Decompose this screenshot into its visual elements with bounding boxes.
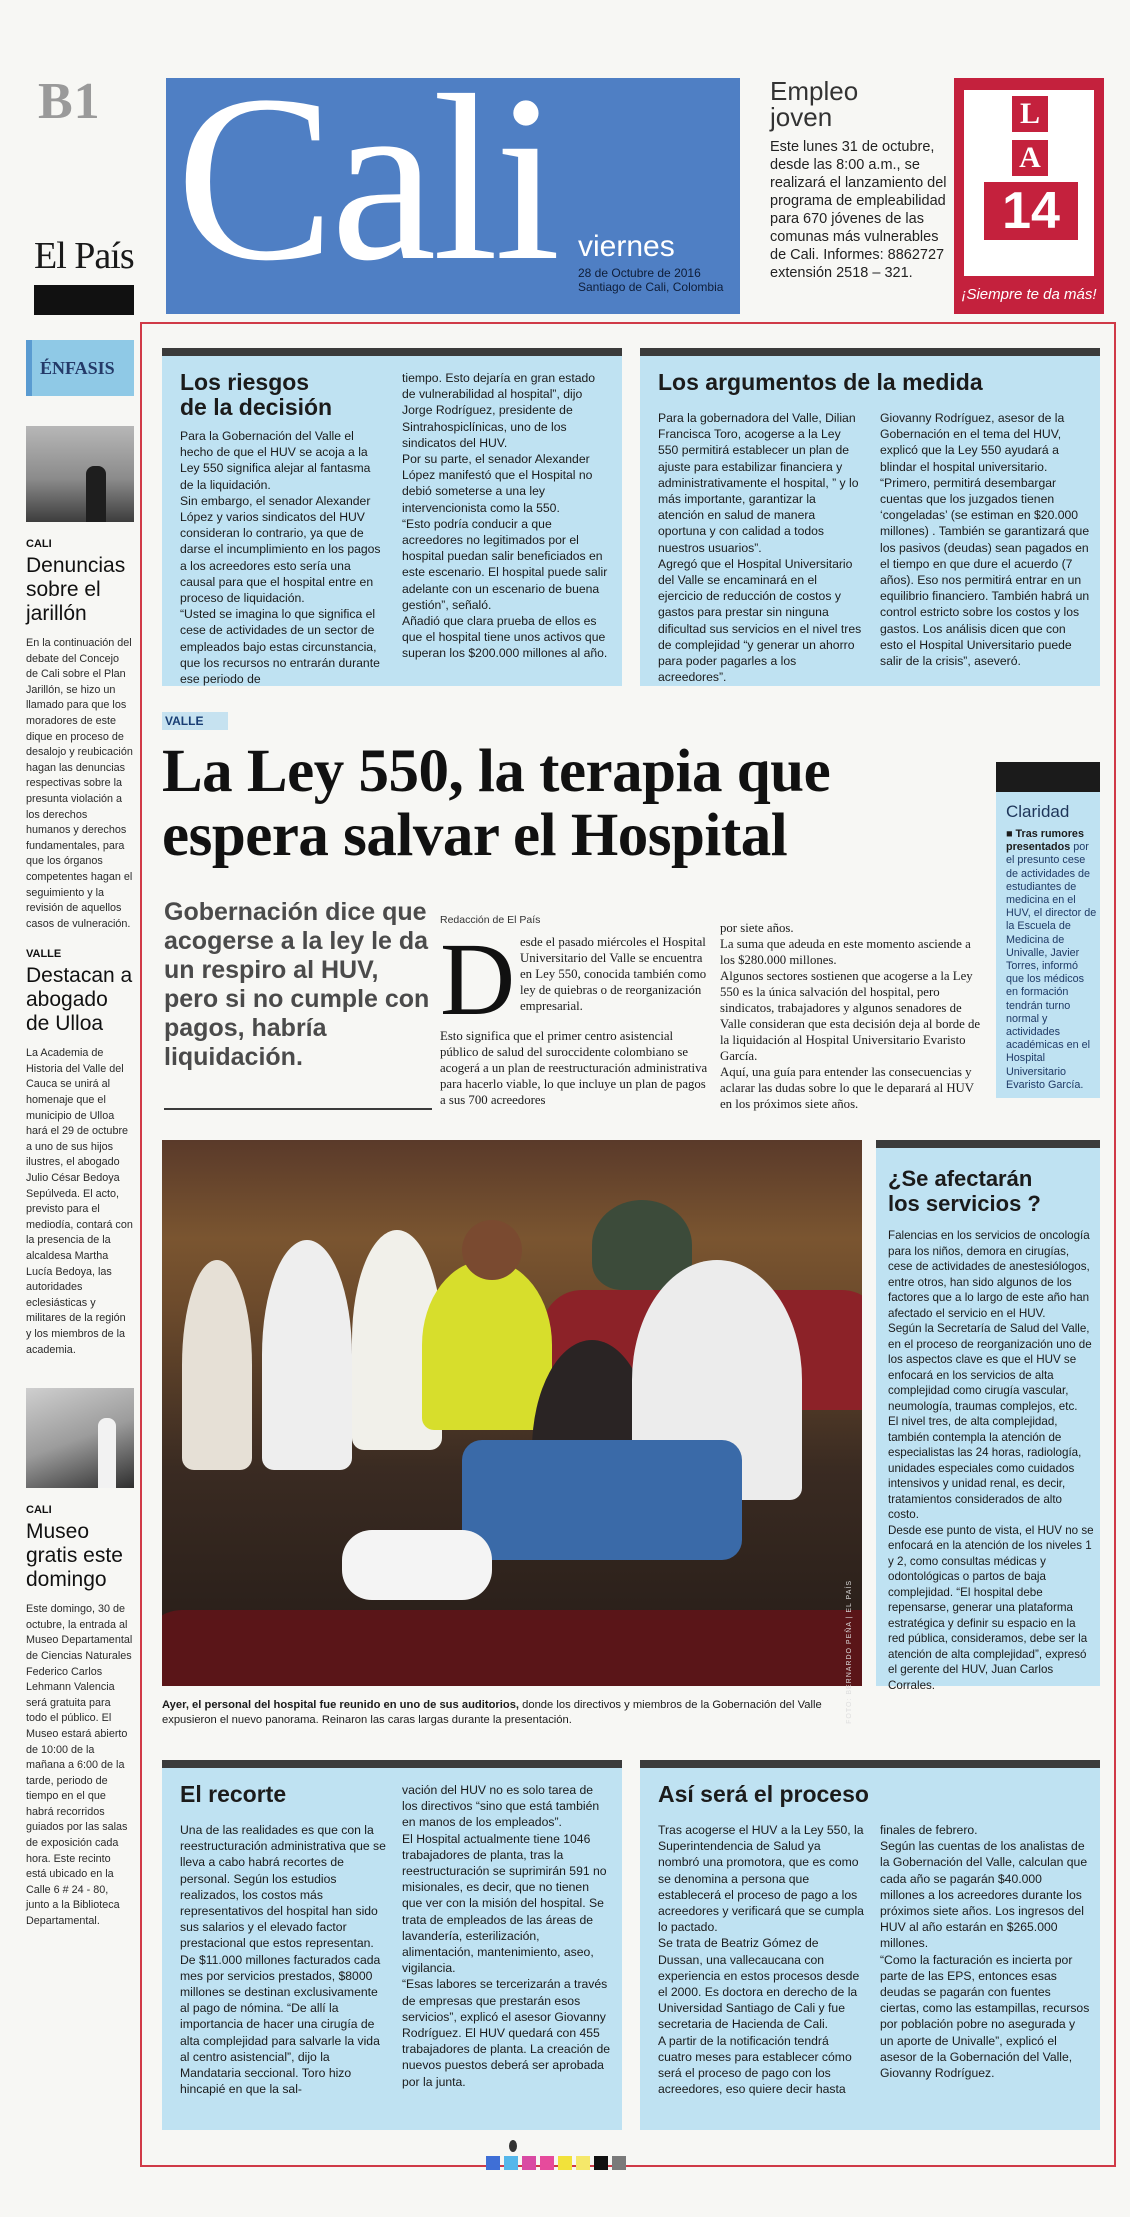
issue-date-block [578,266,723,294]
article-lead: por siete años. La suma que adeuda en este momento asciende a los $280.000 millones. Algunos sectores sostienen que acogerse a la Ley 550 es la única salvación del hospital, pero sindicatos, trabajadores y algunos senadores de Valle consideran que esta decisión deja al borde de la liquidación al Hospital Universitario Evaristo García. Aquí, una guía para entender las consecuencias y aclarar las dudas sobre lo que le deparará al HUV en los próximos siete años. [720,921,981,1111]
rail-body: Este domingo, 30 de octubre, la entrada al Museo Departamental de Ciencias Naturales Federico Carlos Lehmann Valencia será gratuita para todo el público. El Museo estará abierto de 10:00 de la mañana a 6:00 de la tarde, periodo de tiempo en el que habrá recorridos guiados por las salas de exposición cada hora. Este recinto está ubicado en la Calle 6 # 24 - 80, junto a la Biblioteca Departamental. [26,1603,133,1928]
photo-person [262,1240,352,1470]
box-recorte [162,1760,622,2130]
registration-pin [509,2140,517,2152]
promo-empleo [770,78,950,314]
registration-swatch [612,2156,626,2170]
enfasis-rail [26,340,134,1930]
box-title-line-2: los servicios ? [888,1191,1041,1216]
rail-headline[interactable]: Denuncias sobre el jarillón [26,554,126,625]
enfasis-label: ÉNFASIS [26,340,134,396]
box-column: Una de las realidades es que con la reestructuración administrativa que se lleva a cabo habrá recortes de personal. Según los estudios realizados, los costos más representativos del hospital han sido sus salarios y el elevado factor prestacional que estos representan. De $11.000 millones facturados cada mes por servicios prestados, $8000 millones se destinan exclusivamente al pago de nómina. “De allí la importancia de hacer una cirugía de alta complejidad para salvarle la vida al centro asistencial”, dijo la Mandataria seccional. Toro hizo hincapié en que la sal- [180,1823,386,2097]
claridad-title: Claridad [1006,802,1070,821]
box-rule [162,348,622,356]
box-column: tiempo. Esto dejaría en gran estado de vulnerabilidad al hospital”, dijo Jorge Rodríguez, presidente de Sintrahospiclínicas, uno de los sindicatos del HUV. Por su parte, el senador Alexander López manifestó que el Hospital no debió someterse a una ley intervencionista como la 550. “Esto podría conducir a que acreedores no legitimados por el hospital puedan salir beneficiados en este escenario. El hospital puede salir adelante con un escenario de buena gestión”, señaló. Añadió que clara prueba de ellos es que el hospital tiene unos activos que superan los $200.000 millones al año. [402,371,608,661]
la14-letter-l: L [1012,96,1048,132]
box-column: Para la Gobernación del Valle el hecho de que el HUV se acoja a la Ley 550 significa alejar al fantasma de la liquidación. Sin embargo, el senador Alexander López y varios sindicatos del HUV consideran lo contrario, ya que de darse el incumplimiento en los pagos a los acreedores esto sería una causal para que el hospital entre en proceso de liquidación. “Usted se imagina lo que significa el cese de actividades de un sector de empleados bajo estas circunstancia, que los recursos no entrarán durante ese periodo de [180,429,381,687]
photo-shoes [342,1530,492,1600]
photo-caption [162,1698,862,1728]
registration-swatch [540,2156,554,2170]
box-riesgos [162,348,622,686]
box-proceso [640,1760,1100,2130]
claridad-text [1006,828,1098,1092]
registration-swatch [504,2156,518,2170]
article-byline: Redacción de El País [440,914,541,926]
box-rule [162,1760,622,1768]
la14-logo [962,88,1096,278]
article-lead: Esto significa que el primer centro asistencial público de salud del suroccidente colombiano se acogerá a un plan de reestructuración administrativa para hacerlo viable, lo que incluye un plan de pagos a sus 700 acreedores [440,1029,708,1107]
box-claridad [996,762,1100,1098]
box-title: Los argumentos de la medida [658,369,983,395]
promo-title-line-1: Empleo [770,76,859,106]
registration-swatch [594,2156,608,2170]
brand-bar [34,285,134,315]
box-title [888,1166,1041,1216]
issue-place: Santiago de Cali, Colombia [578,280,724,294]
rail-body: En la continuación del debate del Concejo de Cali sobre el Plan Jarillón, se hizo un llamado para que los moradores de este dique en proceso de desalojo y reubicación hagan las denuncias respectivas sobre la presunta violación a los derechos humanos y derechos fundamentales, para que los órganos competentes hagan el seguimiento y la revisión de aquellos casos de vulneración. [26,637,133,930]
registration-swatch [576,2156,590,2170]
section-banner [166,78,740,314]
brand-logo: El País [34,235,134,277]
promo-title-line-2: joven [770,102,833,132]
photo-seat-row [162,1610,862,1686]
caption-body: donde los directivos y miembros de la Gobernación del Valle expusieron el nuevo panorama. Reinaron las caras largas durante la presentación. [162,1699,822,1726]
la14-slogan: ¡Siempre te da más! [961,286,1097,303]
photo-head [462,1220,522,1280]
auditorium-photo [162,1140,862,1686]
rail-kicker: VALLE [26,948,62,961]
box-title: Así será el proceso [658,1781,869,1807]
rail-kicker: CALI [26,1504,52,1517]
dropcap: D [440,922,516,1037]
la14-number: 14 [984,182,1078,240]
section-code: B1 [38,73,101,130]
registration-swatch [522,2156,536,2170]
rail-photo-museo [26,1388,134,1488]
box-column: finales de febrero. Según las cuentas de los analistas de la Gobernación del Valle, calculan que cada año se pagarán $40.000 millones a los acreedores durante los próximos siete años. Los ingresos del HUV al año estarán en $265.000 millones. “Como la facturación es incierta por parte de las EPS, entonces esas deudas se pagarán con fuentes ciertas, como las estampillas, recursos por población pobre no asegurada y un aporte de Univalle”, explicó el asesor de la Gobernación del Valle, Giovanny Rodríguez. [880,1823,1090,2081]
box-title-line-1: Los riesgos [180,369,310,395]
box-argumentos [640,348,1100,686]
rail-headline[interactable]: Destacan a abogado de Ulloa [26,964,133,1036]
box-title: El recorte [180,1781,287,1807]
registration-swatch [558,2156,572,2170]
deck-rule [164,1108,432,1110]
issue-day: viernes [578,230,675,263]
article-headline: La Ley 550, la terapia que espera salvar el Hospital [162,738,831,869]
claridad-body: por el presunto cese de actividades de estudiantes de medicina en el HUV, el director de la Escuela de Medicina de Univalle, Javier Torres, informó que los médicos en formación tendrán turno normal y actividades académicas en el Hospital Universitario Evaristo García. [1006,841,1097,1091]
promo-title [770,78,950,130]
article-deck: Gobernación dice que acogerse a la ley le da un respiro al HUV, pero si no cumple con pagos, habría liquidación. [164,898,430,1071]
article-kicker: VALLE [162,712,228,730]
box-rule [996,762,1100,792]
box-title-line-2: de la decisión [180,394,333,420]
rail-kicker: CALI [26,538,52,550]
claridad-bullet: ■ [1006,828,1016,840]
photo-person [422,1260,552,1430]
box-column: Falencias en los servicios de oncología para los niños, demora en cirugías, cese de actividades de anestesiólogos, entre otros, han sido algunos de los factores que a lo largo de este año han afectado el servicio en el HUV. Según la Secretaría de Salud del Valle, en el proceso de reorganización uno de los aspectos clave es que el HUV se enfocará en los servicios de alta complejidad como cirugía vascular, neumología, traumas complejos, etc. El nivel tres, de alta complejidad, también contempla la atención de especialistas las 24 horas, radiología, unidades especiales como cuidados intensivos y unidad renal, es decir, tratamientos considerados de alto costo. Desde ese punto de vista, el HUV no se enfocará en la atención de los niveles 1 y 2, como consultas médicas y odontológicas o partos de baja complejidad. “El hospital debe repensarse, generar una plataforma estratégica y definir su espacio en la red pública, consideramos, debe ser la atención de alta complejidad”, expresó el gerente del HUV, Juan Carlos Corrales. [888,1229,1094,1692]
article-lead: esde el pasado miércoles el Hospital Universitario del Valle se encuentra en Ley 550, conocida también como ley de quiebras o de reorganización empresarial. [520,935,707,1013]
section-title: Cali [176,78,557,310]
box-servicios [876,1140,1100,1692]
box-column: Giovanny Rodríguez, asesor de la Gobernación en el tema del HUV, explicó que la Ley 550 ayudará a blindar el hospital universitario. “Primero, permitirá desembargar cuentas que los juzgados tienen ‘congeladas’ (se estiman en $20.000 millones) . También se garantizará que los pasivos (deudas) sean pagados en el tiempo en que dure el acuerdo (7 años). Eso nos permitirá entrar en un equilibrio financiero. También habrá un control estricto sobre los costos y los gastos. Los análisis dicen que con esto el Hospital Universitario puede salir de la crisis”, aseveró. [880,411,1090,669]
issue-date: 28 de Octubre de 2016 [578,266,701,280]
box-rule [876,1140,1100,1148]
box-column: vación del HUV no es solo tarea de los directivos “sino que está también en manos de los empleados”. El Hospital actualmente tiene 1046 trabajadores de planta, tras la reestructuración se suprimirán 591 no misionales, es decir, que no tienen que ver con la misión del hospital. Se trata de empleados de las áreas de lavandería, esterilización, alimentación, mantenimiento, aseo, vigilancia. “Esas labores se tercerizarán a través de empresas que prestarán esos servicios”, explicó el asesor Giovanny Rodríguez. El HUV quedará con 455 trabajadores de planta. La creación de nuevos puestos deberá ser aprobada por la junta. [402,1783,611,2089]
rail-headline[interactable]: Museo gratis este domingo [26,1520,123,1592]
rail-photo-jarillon [26,426,134,522]
box-rule [640,348,1100,356]
photo-credit: FOTO: BERNARDO PEÑA | EL PAÍS [846,1580,853,1724]
registration-swatch [486,2156,500,2170]
la14-ad[interactable] [954,78,1104,314]
la14-letter-a: A [1012,140,1048,176]
box-column: Para la gobernadora del Valle, Dilian Francisca Toro, acogerse a la Ley 550 permitirá establecer un plan de ajuste para estabilizar financiera y administrativamente el hospital, ” y lo más importante, garantizar la atención en salud de manera oportuna y con calidad a todos nuestros usuarios”. Agregó que el Hospital Universitario del Valle se encaminará en el ejercicio de reducción de costos y gastos para prestar sin ninguna dificultad sus servicios en el nivel tres de complejidad “y generar un ahorro para poder pagarles a los acreedores”. [658,411,862,685]
box-rule [640,1760,1100,1768]
promo-body: Este lunes 31 de octubre, desde las 8:00 a.m., se realizará el lanzamiento del programa de empleabilidad para 670 jóvenes de las comunas más vulnerables de Cali. Informes: 8862727 extensión 2518 – 321. [770,139,947,281]
caption-lead: Ayer, el personal del hospital fue reunido en uno de sus auditorios, [162,1699,520,1711]
photo-jeans [462,1440,742,1560]
box-title [180,370,332,420]
claridad-lead: Tras rumores presentados [1006,828,1084,854]
box-title-line-1: ¿Se afectarán [888,1166,1033,1191]
rail-body: La Academia de Historia del Valle del Cauca se unirá al homenaje que el municipio de Ulloa hará el 29 de octubre a uno de sus hijos ilustres, el abogado Julio César Bedoya Sepúlveda. El acto, previsto para el mediodía, contará con la presencia de la alcaldesa Martha Lucía Bedoya, las autoridades eclesiásticas y militares de la región y los miembros de la academia. [26,1047,133,1356]
photo-person [182,1260,252,1470]
box-column: Tras acogerse el HUV a la Ley 550, la Superintendencia de Salud ya nombró una promotora, que es como se denomina a persona que establecerá el proceso de pago a los acreedores y verificará que se cumpla lo pactado. Se trata de Beatriz Gómez de Dussan, una vallecaucana con experiencia en estos procesos desde el 2000. Es doctora en derecho de la Universidad Santiago de Cali y fue secretaria de Hacienda de Cali. A partir de la notificación tendrá cuatro meses para establecer cómo será el proceso de pago con los acreedores, eso quiere decir hasta [658,1823,864,2097]
